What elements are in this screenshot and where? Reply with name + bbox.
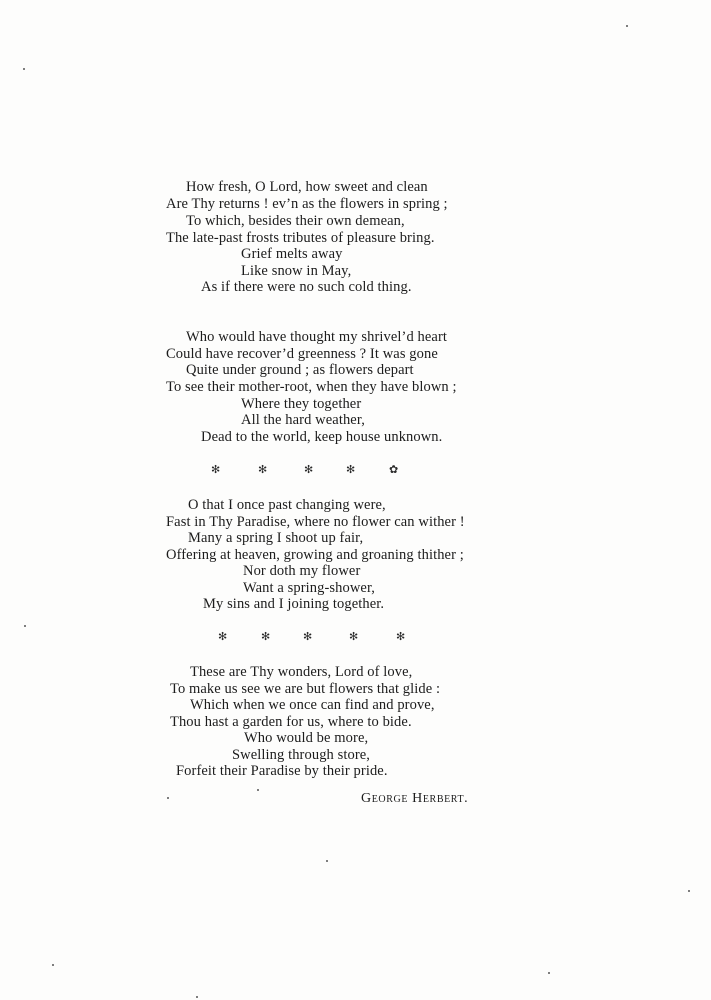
poem-line: My sins and I joining together.	[203, 596, 385, 612]
poem-line: Dead to the world, keep house unknown.	[201, 429, 443, 445]
poem-line: Grief melts away	[241, 246, 343, 262]
poem-line: As if there were no such cold thing.	[201, 279, 412, 295]
poem-line: Where they together	[241, 396, 362, 412]
poem-line: O that I once past changing were,	[188, 497, 386, 513]
poem-line: Which when we once can find and prove,	[190, 697, 435, 713]
poem-line: Nor doth my flower	[243, 563, 361, 579]
poem-line: To which, besides their own demean,	[186, 213, 405, 229]
poem-line: Who would have thought my shrivel’d heart	[186, 329, 448, 345]
paper-speck	[23, 68, 25, 70]
poem-line: Swelling through store,	[232, 747, 371, 763]
poem-line: Like snow in May,	[241, 263, 352, 279]
asterism-glyph: ✻	[258, 464, 268, 476]
asterism-glyph: ✿	[389, 464, 399, 476]
poem-line: To see their mother-root, when they have blown ;	[166, 379, 457, 395]
poem-line: Who would be more,	[244, 730, 369, 746]
poem-line: All the hard weather,	[241, 412, 365, 428]
asterism-glyph: ✻	[218, 631, 228, 643]
asterism-glyph: ✻	[396, 631, 406, 643]
asterism-glyph: ✻	[211, 464, 221, 476]
paper-speck	[196, 996, 198, 998]
poem-line: Could have recover’d greenness ? It was gone	[166, 346, 438, 362]
author-attribution: George Herbert.	[361, 791, 469, 806]
asterism-glyph: ✻	[346, 464, 356, 476]
paper-speck	[688, 890, 690, 892]
paper-speck	[626, 25, 628, 27]
paper-speck	[257, 789, 259, 791]
poem-line: Forfeit their Paradise by their pride.	[176, 763, 388, 779]
poem-line: These are Thy wonders, Lord of love,	[190, 664, 413, 680]
paper-speck	[548, 972, 550, 974]
poem-line: Fast in Thy Paradise, where no flower can wither !	[166, 514, 465, 530]
paper-speck	[326, 860, 328, 862]
poem-line: How fresh, O Lord, how sweet and clean	[186, 179, 428, 195]
asterism-glyph: ✻	[349, 631, 359, 643]
poem-line: Are Thy returns ! ev’n as the flowers in spring ;	[166, 196, 448, 212]
poem-line: Want a spring-shower,	[243, 580, 376, 596]
poem-line: Thou hast a garden for us, where to bide.	[170, 714, 412, 730]
asterism-glyph: ✻	[303, 631, 313, 643]
poem-line: The late-past frosts tributes of pleasure bring.	[166, 230, 435, 246]
poem-line: To make us see we are but flowers that glide :	[170, 681, 441, 697]
poem-line: Quite under ground ; as flowers depart	[186, 362, 414, 378]
paper-speck	[24, 625, 26, 627]
paper-speck	[52, 964, 54, 966]
poem-line: Many a spring I shoot up fair,	[188, 530, 364, 546]
paper-speck	[167, 797, 169, 799]
poem-line: Offering at heaven, growing and groaning thither ;	[166, 547, 464, 563]
asterism-glyph: ✻	[304, 464, 314, 476]
asterism-glyph: ✻	[261, 631, 271, 643]
